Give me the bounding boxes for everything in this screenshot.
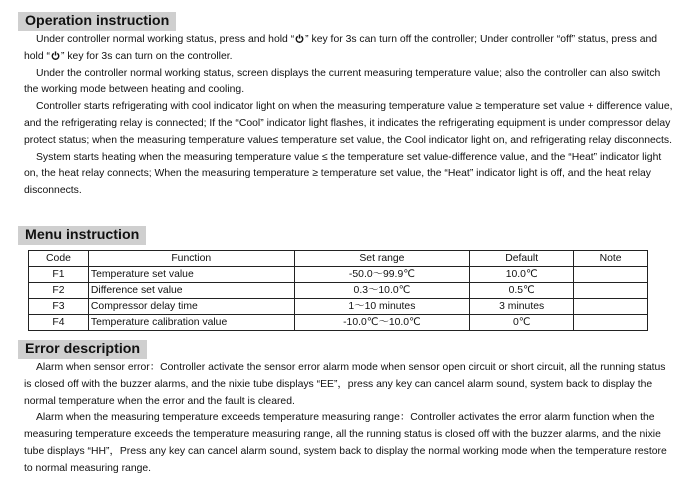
cell-range: 0.3～10.0℃ (294, 283, 470, 299)
header-function: Function (88, 251, 294, 267)
header-code: Code (29, 251, 89, 267)
table-row (29, 315, 648, 331)
heating-paragraph: System starts heating when the measuring temperature value ≤ the temperature set value-difference value, and the “Heat” indicator light on, the heat relay connects; When the measuring temperature ≥ temperature set value, the “Heat” indicator light is off, and the heat relay disconnects. (24, 151, 662, 197)
table-row (29, 267, 648, 283)
cell-note (574, 267, 648, 283)
power-icon (295, 34, 304, 43)
cell-default: 10.0℃ (470, 267, 574, 283)
display-paragraph: Under the controller normal working status, screen displays the current measuring temperature value; also the controller can also switch the working mode between heating and cooling. (24, 67, 661, 96)
cell-range: -50.0～99.9℃ (294, 267, 470, 283)
cell-note (574, 283, 648, 299)
menu-instruction-heading: Menu instruction (18, 226, 146, 245)
table-row (29, 299, 648, 315)
table-row (29, 283, 648, 299)
cell-default: 3 minutes (470, 299, 574, 315)
cell-code: F1 (29, 267, 89, 283)
cell-code: F2 (29, 283, 89, 299)
sensor-error-paragraph: Alarm when sensor error：Controller activate the sensor error alarm mode when sensor open circuit or short circuit, all the running status is closed off with the buzzer alarms, and the nixie tube displays “EE”，press any key can cancel alarm sound, system back to display the normal temperature when the error and the fault is cleared. (24, 362, 666, 407)
power-key-paragraph: Under controller normal working status, press and hold “ ” key for 3s can turn off the controller; Under controller “off” status, press and hold “ ” key for 3s can turn on the controller. (24, 34, 658, 62)
header-default: Default (470, 251, 574, 267)
cell-code: F4 (29, 315, 89, 331)
cell-code: F3 (29, 299, 89, 315)
range-error-paragraph: Alarm when the measuring temperature exceeds temperature measuring range：Controller activates the error alarm function when the measuring temperature exceeds the temperature measuring range, all the running status is closed off with the buzzer alarms, and the nixie tube displays “HH”，Press any key can cancel alarm sound, system back to display the normal working mode when the temperature restore to normal measuring range. (24, 412, 667, 474)
operation-instruction-heading: Operation instruction (18, 12, 176, 31)
cell-note (574, 315, 648, 331)
cooling-paragraph: Controller starts refrigerating with cool indicator light on when the measuring temperature value ≥ temperature set value + difference value, and the refrigerating relay is connected; If the “Cool” indicator light flashes, it indicates the refrigerating equipment is under compressor delay protect status; when the measuring temperature value≤ temperature set value, the Cool indicator light on, and refrigerating relay disconnects. (24, 101, 673, 146)
cell-note (574, 299, 648, 315)
error-description-heading: Error description (18, 340, 147, 359)
table-header-row (29, 251, 648, 267)
cell-default: 0.5℃ (470, 283, 574, 299)
cell-function: Difference set value (88, 283, 294, 299)
power-icon (51, 51, 60, 60)
cell-default: 0℃ (470, 315, 574, 331)
cell-function: Compressor delay time (88, 299, 294, 315)
menu-table (28, 250, 648, 331)
operation-text (24, 32, 674, 200)
cell-range: 1～10 minutes (294, 299, 470, 315)
header-set-range: Set range (294, 251, 470, 267)
cell-function: Temperature calibration value (88, 315, 294, 331)
cell-function: Temperature set value (88, 267, 294, 283)
header-note: Note (574, 251, 648, 267)
cell-range: -10.0℃～10.0℃ (294, 315, 470, 331)
error-text (24, 360, 674, 478)
